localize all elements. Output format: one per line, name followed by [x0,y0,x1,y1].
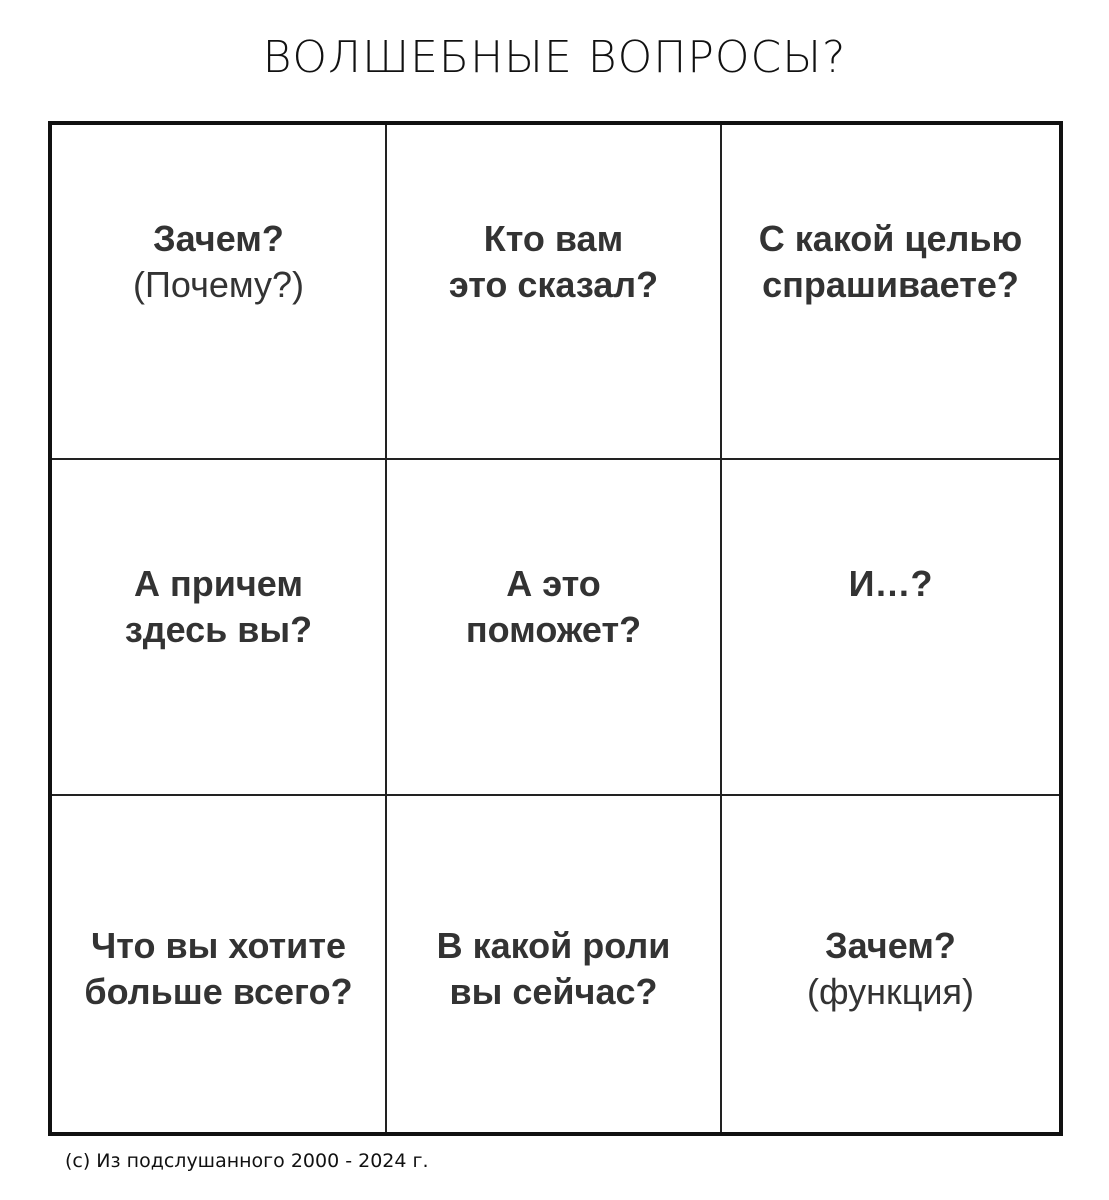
grid-cell-7 [52,796,387,1132]
cell-question: А это поможет? [465,563,642,650]
cell-question: Что вы хотите больше всего? [84,925,353,1012]
cell-question: В какой роли вы сейчас? [436,925,671,1012]
questions-grid [48,121,1063,1136]
grid-cell-5 [387,460,722,796]
cell-note: (Почему?) [132,263,305,305]
cell-question: Кто вам это сказал? [448,217,659,305]
cell-question: И…? [848,563,933,604]
page-title: ВОЛШЕБНЫЕ ВОПРОСЫ? [262,32,847,83]
cell-question: Зачем? [153,217,284,259]
cell-note: (функция) [806,971,975,1012]
cell-question: С какой целью спрашиваете? [758,217,1023,305]
grid-cell-4 [52,460,387,796]
cell-question: Зачем? [825,925,956,966]
grid-cell-3 [722,125,1059,460]
grid-cell-9 [722,796,1059,1132]
grid-cell-8 [387,796,722,1132]
cell-question: А причем здесь вы? [124,563,313,650]
grid-cell-6 [722,460,1059,796]
copyright-footer: (с) Из подслушанного 2000 - 2024 г. [65,1150,429,1172]
grid-cell-2 [387,125,722,460]
grid-cell-1 [52,125,387,460]
